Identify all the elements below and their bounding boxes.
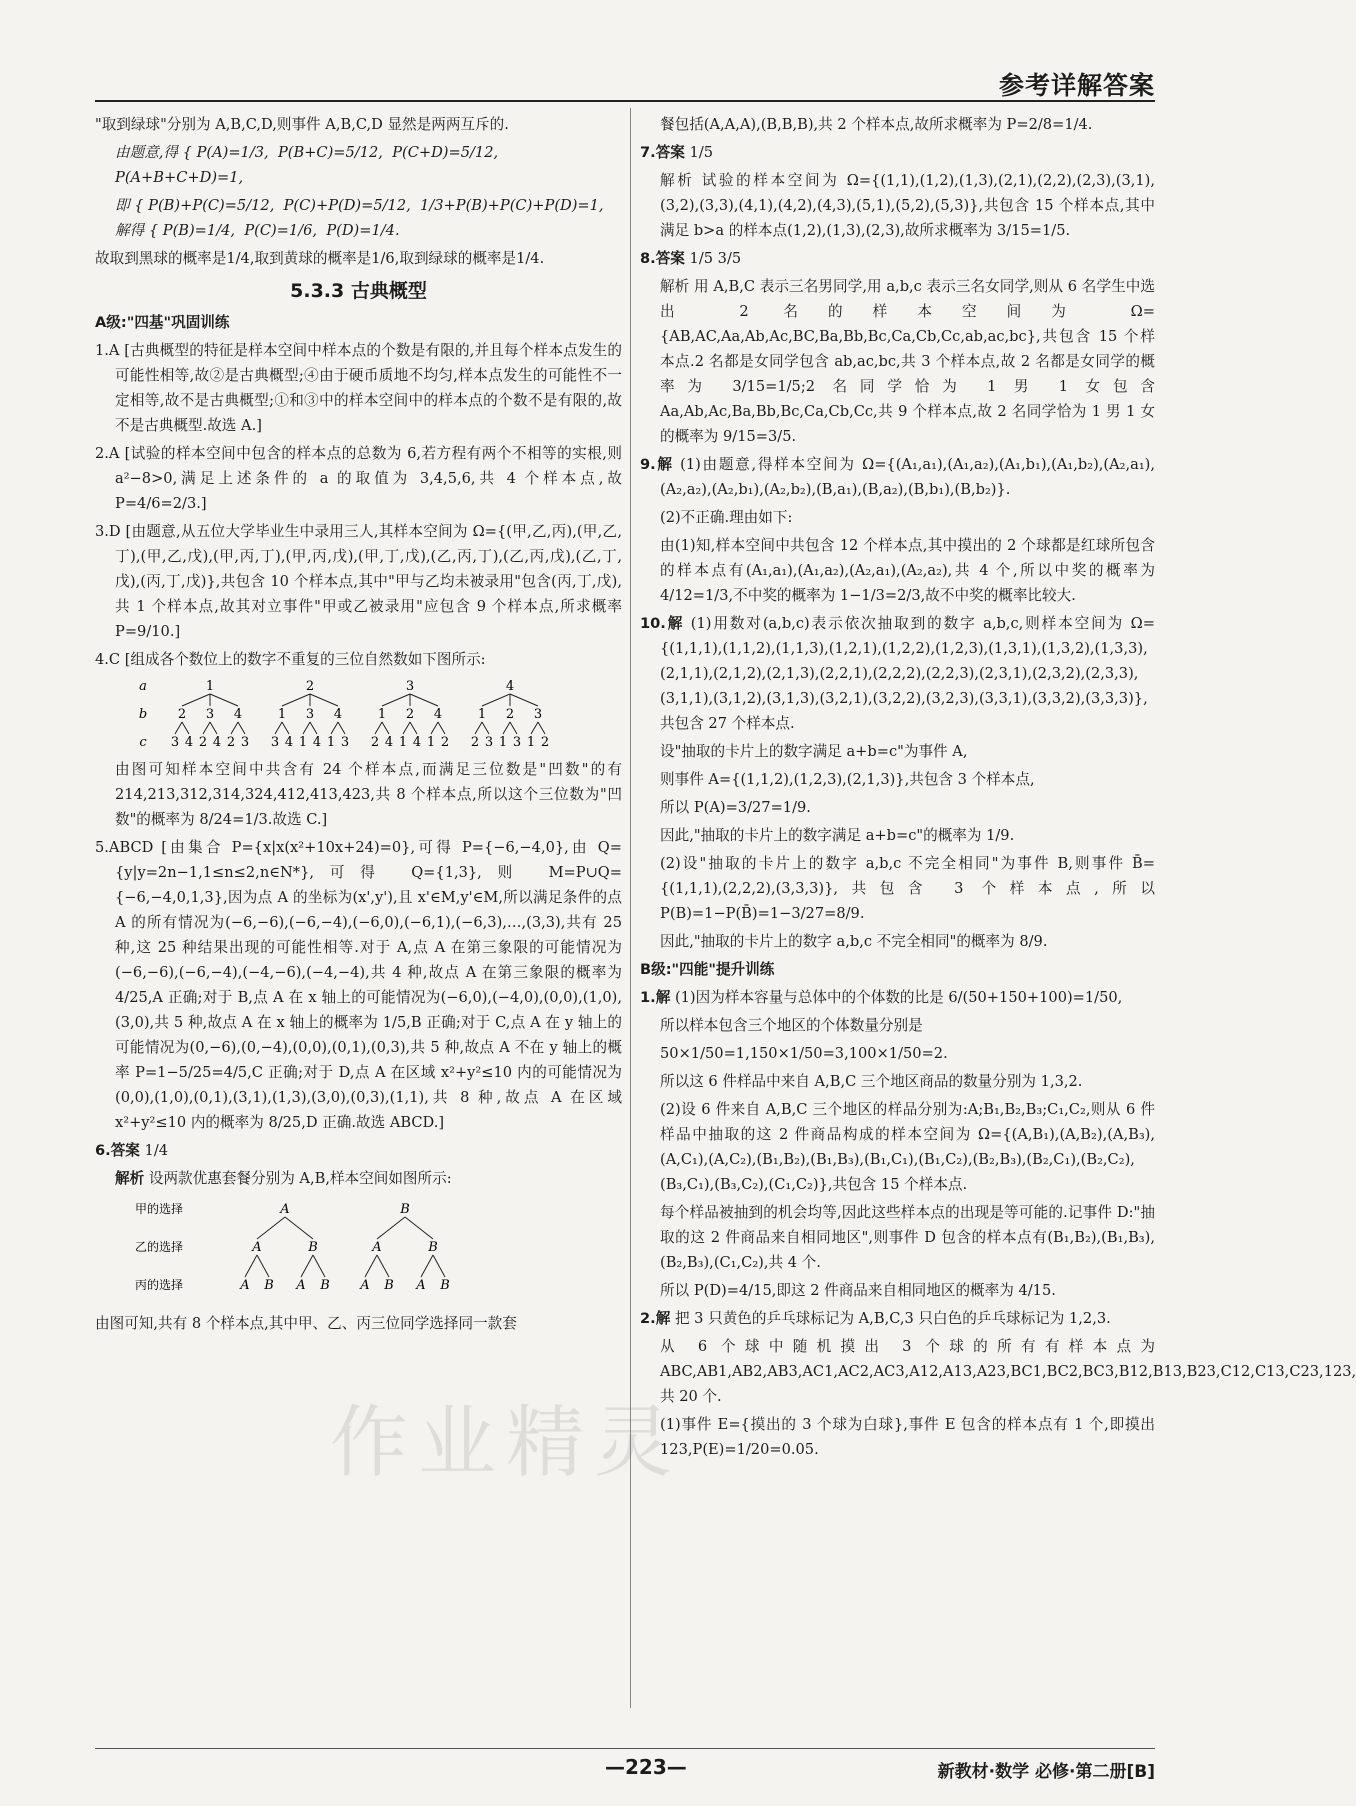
question-7-label: 7.答案 (640, 144, 685, 161)
question-9-text: (1)由题意,得样本空间为 Ω={(A₁,a₁),(A₁,a₂),(A₁,b₁),(A₁,b₂),(A₂,a₁),(A₂,a₂),(A₂,b₁),(A₂,b₂),(B,a₁),(B,a₂),(B,b₁),(B,b₂)}. (660, 456, 1156, 498)
tree-branch (503, 722, 510, 734)
tree-level-label: 甲的选择 (135, 1202, 184, 1216)
tree-branch (377, 1217, 405, 1239)
tree-leaf-digit: 2 (226, 735, 236, 750)
question-10-b: 设"抽取的卡片上的数字满足 a+b=c"为事件 A, (660, 743, 968, 760)
footer-rule (95, 1748, 1155, 1749)
tree-mid-digit: 1 (377, 707, 387, 722)
b-question-2-label: 2.解 (640, 1310, 671, 1327)
b-question-2 (640, 1306, 1155, 1331)
tree-mid-choice: A (372, 1240, 382, 1255)
tree-mid-digit: 2 (405, 707, 415, 722)
tree-branch (257, 1217, 285, 1239)
question-10-f: (2)设"抽取的卡片上的数字 a,b,c 不完全相同"为事件 B,则事件 B̄={(1,1,1),(2,2,2),(3,3,3)},共包含 3 个样本点,所以 P(B)=1−P(B̄)=1−3/27=8/9. (660, 855, 1155, 922)
tree-leaf-digit: 2 (540, 735, 550, 750)
question-8-analysis: 解析 用 A,B,C 表示三名男同学,用 a,b,c 表示三名女同学,则从 6 名学生中选出 2 名的样本空间为 Ω={AB,AC,Aa,Ab,Ac,BC,Ba,Bb,Bc,Ca,Cb,Cc,ab,ac,bc},共包含 15 个样本点.2 名都是女同学包含 ab,ac,bc,共 3 个样本点,故 2 名都是女同学的概率为 3/15=1/5;2 名同学恰为 1 男 1 女包含 Aa,Ab,Ac,Ba,Bb,Bc,Ca,Cb,Cc,共 9 个样本点,故 2 名同学恰为 1 男 1 女的概率为 9/15=3/5. (660, 278, 1155, 445)
tree-row-label: c (139, 735, 147, 750)
b-question-1-b: 所以样本包含三个地区的个体数量分别是 (660, 1017, 923, 1034)
tree-leaf-digit: 4 (384, 735, 394, 750)
question-9 (640, 452, 1155, 502)
question-6-label: 6.答案 (95, 1142, 140, 1159)
question-5: 5.ABCD [由集合 P={x|x(x²+10x+24)=0},可得 P={−6,−4,0},由 Q={y|y=2n−1,1≤n≤2,n∈N*},可得 Q={1,3},则 M=P∪Q={−6,−4,0,1,3},因为点 A 的坐标为(x',y'),且 x'∈M,y'∈M,所以满足条件的点 A 的所有情况为(−6,−6),(−6,−4),(−6,0),(−6,1),(−6,3),…,(3,3),共有 25 种,这 25 种结果出现的可能性相等.对于 A,点 A 在第三象限的可能情况为(−6,−6),(−6,−4),(−4,−6),(−4,−4),共 4 种,故点 A 在第三象限的概率为 4/25,A 正确;对于 B,点 A 在 x 轴上的可能情况为(−6,0),(−4,0),(0,0),(1,0),(3,0),共 5 种,故点 A 在 x 轴上的概率为 1/5,B 正确;对于 C,点 A 在 y 轴上的可能情况为(0,−6),(0,−4),(0,0),(0,1),(0,3),共 5 种,故点 A 不在 y 轴上的概率 P=1−5/25=4/5,C 正确;对于 D,点 A 在区域 x²+y²≤10 内的可能情况为(0,0),(1,0),(0,1),(3,1),(1,3),(3,0),(0,3),(1,1),共 8 种,故点 A 在区域 x²+y²≤10 内的概率为 8/25,D 正确.故选 ABCD.] (95, 839, 622, 1131)
page-number: —223— (605, 1755, 687, 1779)
prev-conclusion: 故取到黑球的概率是1/4,取到黄球的概率是1/6,取到绿球的概率是1/4. (95, 250, 545, 267)
tree-row-label: b (138, 707, 148, 722)
tree-leaf-digit: 3 (170, 735, 180, 750)
b-question-1-g: 所以 P(D)=4/15,即这 2 件商品来自相同地区的概率为 4/15. (660, 1282, 1056, 1299)
tree-branch (245, 1255, 257, 1277)
digit-tree-diagram (135, 676, 575, 751)
question-9-part2-detail: 由(1)知,样本空间中共包含 12 个样本点,其中摸出的 2 个球都是红球所包含的样本点有(A₁,a₁),(A₁,a₂),(A₂,a₁),(A₂,a₂),共 4 个,所以中奖的概率为 4/12=1/3,不中奖的概率为 1−1/3=2/3,故不中奖的概率比较大. (660, 537, 1155, 604)
tree-mid-choice: B (428, 1240, 438, 1255)
tree-leaf-digit: 1 (298, 735, 308, 750)
question-8-answer: 1/5 3/5 (689, 250, 742, 267)
tree-branch (301, 1255, 313, 1277)
tree-mid-choice: B (308, 1240, 318, 1255)
tree-branch (382, 722, 389, 734)
question-6-continued: 餐包括(A,A,A),(B,B,B),共 2 个样本点,故所求概率为 P=2/8=1/4. (660, 116, 1093, 133)
question-10-c: 则事件 A={(1,1,2),(1,2,3),(2,1,3)},共包含 3 个样本点, (660, 771, 1035, 788)
tree-root-choice: B (400, 1202, 410, 1217)
tree-branch (382, 694, 410, 706)
tree-leaf-digit: 3 (484, 735, 494, 750)
question-10-text: (1)用数对(a,b,c)表示依次抽取到的数字 a,b,c,则样本空间为 Ω={(1,1,1),(1,1,2),(1,1,3),(1,2,1),(1,2,2),(1,2,3),(1,3,1),(1,3,2),(1,3,3),(2,1,1),(2,1,2),(2,1,3),(2,2,1),(2,2,2),(2,2,3),(2,3,1),(2,3,2),(2,3,3),(3,1,1),(3,1,2),(3,1,3),(3,2,1),(3,2,2),(3,2,3),(3,3,1),(3,3,2),(3,3,3)},共包含 27 个样本点. (660, 615, 1155, 732)
tree-leaf-choice: B (320, 1278, 330, 1293)
question-7-answer: 1/5 (689, 144, 714, 161)
question-6-analysis-text: 设两款优惠套餐分别为 A,B,样本空间如图所示: (148, 1170, 452, 1187)
tree-branch (431, 722, 438, 734)
tree-mid-digit: 3 (205, 707, 215, 722)
tree-row-label: a (139, 679, 147, 694)
tree-leaf-digit: 3 (240, 735, 250, 750)
tree-branch (282, 694, 310, 706)
tree-branch (285, 1217, 313, 1239)
tree-branch (433, 1255, 445, 1277)
b-question-2-c: (1)事件 E={摸出的 3 个球为白球},事件 E 包含的样本点有 1 个,即摸出 123,P(E)=1/20=0.05. (660, 1416, 1155, 1458)
tree-leaf-digit: 2 (440, 735, 450, 750)
tree-branch (510, 722, 517, 734)
tree-leaf-digit: 2 (470, 735, 480, 750)
right-column (640, 112, 1356, 1702)
question-7-analysis: 解析 试验的样本空间为 Ω={(1,1),(1,2),(1,3),(2,1),(2,2),(2,3),(3,1),(3,2),(3,3),(4,1),(4,2),(4,3),(5,1),(5,2),(5,3)},共包含 15 个样本点,其中满足 b>a 的样本点(1,2),(1,3),(2,3),故所求概率为 3/15=1/5. (660, 172, 1155, 239)
tree-branch (303, 722, 310, 734)
tree-leaf-choice: B (384, 1278, 394, 1293)
tree-branch (182, 722, 189, 734)
tree-leaf-digit: 1 (526, 735, 536, 750)
b-question-1-text: (1)因为样本容量与总体中的个体数的比是 6/(50+150+100)=1/50, (674, 989, 1123, 1006)
tree-branch (538, 722, 545, 734)
tree-level-label: 丙的选择 (135, 1278, 184, 1292)
tree-level-label: 乙的选择 (135, 1240, 184, 1254)
question-9-part2: (2)不正确.理由如下: (660, 509, 793, 526)
b-question-1-label: 1.解 (640, 989, 671, 1006)
tree-leaf-digit: 3 (512, 735, 522, 750)
tree-branch (365, 1255, 377, 1277)
section-title: 5.3.3 古典概型 (290, 280, 427, 302)
tree-leaf-choice: B (440, 1278, 450, 1293)
tree-leaf-digit: 1 (426, 735, 436, 750)
tree-leaf-digit: 1 (398, 735, 408, 750)
tree-branch (421, 1255, 433, 1277)
header-rule (95, 100, 1155, 102)
tree-branch (482, 694, 510, 706)
tree-branch (510, 694, 538, 706)
tree-mid-digit: 4 (433, 707, 443, 722)
question-1: 1.A [古典概型的特征是样本空间中样本点的个数是有限的,并且每个样本点发生的可能性相等,故②是古典概型;④由于硬币质地不均匀,样本点发生的可能性不一定相等,故不是古典概型;①和③中的样本空间中的样本点的个数不是有限的,故不是古典概型.故选 A.] (95, 342, 622, 434)
tree-branch (405, 1217, 433, 1239)
b-question-1-e: (2)设 6 件来自 A,B,C 三个地区的样品分别为:A;B₁,B₂,B₃;C₁,C₂,则从 6 件样品中抽取的这 2 件商品构成的样本空间为 Ω={(A,B₁),(A,B₂),(A,B₃),(A,C₁),(A,C₂),(B₁,B₂),(B₁,B₃),(B₁,C₁),(B₁,C₂),(B₂,B₃),(B₂,C₁),(B₂,C₂),(B₃,C₁),(B₃,C₂),(C₁,C₂)},共包含 15 个样本点. (660, 1101, 1155, 1193)
tree-leaf-digit: 4 (212, 735, 222, 750)
tree-root-digit: 1 (205, 679, 215, 694)
tree-leaf-digit: 1 (326, 735, 336, 750)
tree-mid-digit: 1 (277, 707, 287, 722)
b-question-2-b: 从 6 个球中随机摸出 3 个球的所有有样本点为 ABC,AB1,AB2,AB3,AC1,AC2,AC3,A12,A13,A23,BC1,BC2,BC3,B12,B13,B23,C12,C13,C23,123,共 20 个. (660, 1338, 1356, 1405)
book-title: 新教材·数学 必修·第二册[B] (937, 1762, 1155, 1782)
tree-root-digit: 2 (305, 679, 315, 694)
tree-leaf-choice: A (416, 1278, 426, 1293)
question-10-label: 10.解 (640, 615, 685, 632)
level-b-heading: B级:"四能"提升训练 (640, 961, 775, 978)
tree-leaf-digit: 1 (498, 735, 508, 750)
tree-branch (257, 1255, 269, 1277)
tree-branch (203, 722, 210, 734)
question-10-d: 所以 P(A)=3/27=1/9. (660, 799, 811, 816)
tree-leaf-digit: 4 (284, 735, 294, 750)
tree-branch (410, 694, 438, 706)
tree-branch (410, 722, 417, 734)
tree-branch (282, 722, 289, 734)
tree-leaf-choice: B (264, 1278, 274, 1293)
tree-leaf-digit: 3 (340, 735, 350, 750)
question-6-answer: 1/4 (144, 1142, 169, 1159)
tree-branch (231, 722, 238, 734)
tree-branch (475, 722, 482, 734)
tree-branch (438, 722, 445, 734)
b-question-1-f: 每个样品被抽到的机会均等,因此这些样本点的出现是等可能的.记事件 D:"抽取的这 2 件商品来自相同地区",则事件 D 包含的样本点有(B₁,B₂),(B₁,B₃),(B₂,B₃),(C₁,C₂),共 4 个. (660, 1204, 1155, 1271)
tree-branch (238, 722, 245, 734)
b-question-1-d: 所以这 6 件样品中来自 A,B,C 三个地区商品的数量分别为 1,3,2. (660, 1073, 1083, 1090)
tree-branch (482, 722, 489, 734)
question-10-e: 因此,"抽取的卡片上的数字满足 a+b=c"的概率为 1/9. (660, 827, 1015, 844)
tree-root-digit: 4 (505, 679, 515, 694)
tree-branch (377, 1255, 389, 1277)
tree-leaf-choice: A (240, 1278, 250, 1293)
tree-branch (403, 722, 410, 734)
question-10-g: 因此,"抽取的卡片上的数字 a,b,c 不完全相同"的概率为 8/9. (660, 933, 1048, 950)
tree-branch (375, 722, 382, 734)
tree-leaf-digit: 2 (198, 735, 208, 750)
tree-mid-digit: 4 (233, 707, 243, 722)
tree-root-choice: A (280, 1202, 290, 1217)
prev-system-1: 由题意,得 { P(A)=1/3, P(B+C)=5/12, P(C+D)=5/12, P(A+B+C+D)=1, (115, 144, 508, 186)
prev-system-2: 即 { P(B)+P(C)=5/12, P(C)+P(D)=5/12, 1/3+P(B)+P(C)+P(D)=1, 解得 { P(B)=1/4, P(C)=1/6, P(D)=1/4. (115, 197, 618, 239)
question-6-end: 由图可知,共有 8 个样本点,其中甲、乙、丙三位同学选择同一款套 (95, 1315, 517, 1332)
tree-branch (531, 722, 538, 734)
level-a-heading: A级:"四基"巩固训练 (95, 314, 230, 331)
question-10 (640, 611, 1155, 736)
tree-mid-digit: 2 (505, 707, 515, 722)
question-6-analysis (115, 1166, 622, 1191)
tree-branch (210, 694, 238, 706)
tree-leaf-digit: 4 (412, 735, 422, 750)
tree-branch (310, 694, 338, 706)
tree-leaf-choice: A (296, 1278, 306, 1293)
choice-tree-diagram (135, 1195, 495, 1305)
tree-branch (175, 722, 182, 734)
prev-intro: "取到绿球"分别为 A,B,C,D,则事件 A,B,C,D 显然是两两互斥的. (95, 116, 509, 133)
tree-root-digit: 3 (405, 679, 415, 694)
question-6 (95, 1138, 622, 1163)
tree-branch (182, 694, 210, 706)
tree-leaf-digit: 2 (370, 735, 380, 750)
tree-mid-digit: 1 (477, 707, 487, 722)
question-9-label: 9.解 (640, 456, 674, 473)
question-8 (640, 246, 1155, 271)
tree-mid-digit: 3 (305, 707, 315, 722)
b-question-1 (640, 985, 1155, 1010)
tree-leaf-digit: 3 (270, 735, 280, 750)
tree-mid-digit: 2 (177, 707, 187, 722)
question-8-label: 8.答案 (640, 250, 685, 267)
tree-mid-digit: 4 (333, 707, 343, 722)
b-question-1-c: 50×1/50=1,150×1/50=3,100×1/50=2. (660, 1045, 948, 1062)
tree-branch (310, 722, 317, 734)
tree-branch (331, 722, 338, 734)
page-header-title: 参考详解答案 (998, 71, 1155, 100)
tree-leaf-choice: A (360, 1278, 370, 1293)
b-question-2-text: 把 3 只黄色的乒乓球标记为 A,B,C,3 只白色的乒乓球标记为 1,2,3. (674, 1310, 1111, 1327)
tree-branch (210, 722, 217, 734)
tree-branch (313, 1255, 325, 1277)
question-4: 4.C [组成各个数位上的数字不重复的三位自然数如下图所示: (95, 651, 486, 668)
tree-mid-digit: 3 (533, 707, 543, 722)
question-4-conclusion: 由图可知样本空间中共含有 24 个样本点,而满足三位数是"凹数"的有 214,213,312,314,324,412,413,423,共 8 个样本点,所以这个三位数为"凹数"的概率为 8/24=1/3.故选 C.] (115, 761, 622, 828)
question-7 (640, 140, 1155, 165)
tree-leaf-digit: 4 (184, 735, 194, 750)
question-6-analysis-label: 解析 (115, 1170, 145, 1187)
question-2: 2.A [试验的样本空间中包含的样本点的总数为 6,若方程有两个不相等的实根,则 a²−8>0,满足上述条件的 a 的取值为 3,4,5,6,共 4 个样本点,故 P=4/6=2/3.] (95, 445, 622, 512)
tree-branch (275, 722, 282, 734)
tree-leaf-digit: 4 (312, 735, 322, 750)
tree-mid-choice: A (252, 1240, 262, 1255)
tree-branch (338, 722, 345, 734)
watermark: 作业精灵 (330, 1398, 683, 1488)
question-3: 3.D [由题意,从五位大学毕业生中录用三人,其样本空间为 Ω={(甲,乙,丙),(甲,乙,丁),(甲,乙,戊),(甲,丙,丁),(甲,丙,戊),(甲,丁,戊),(乙,丙,丁),(乙,丙,戊),(乙,丁,戊),(丙,丁,戊)},共包含 10 个样本点,其中"甲与乙均未被录用"包含(丙,丁,戊),共 1 个样本点,故其对立事件"甲或乙被录用"应包含 9 个样本点,所求概率 P=9/10.] (95, 523, 622, 640)
